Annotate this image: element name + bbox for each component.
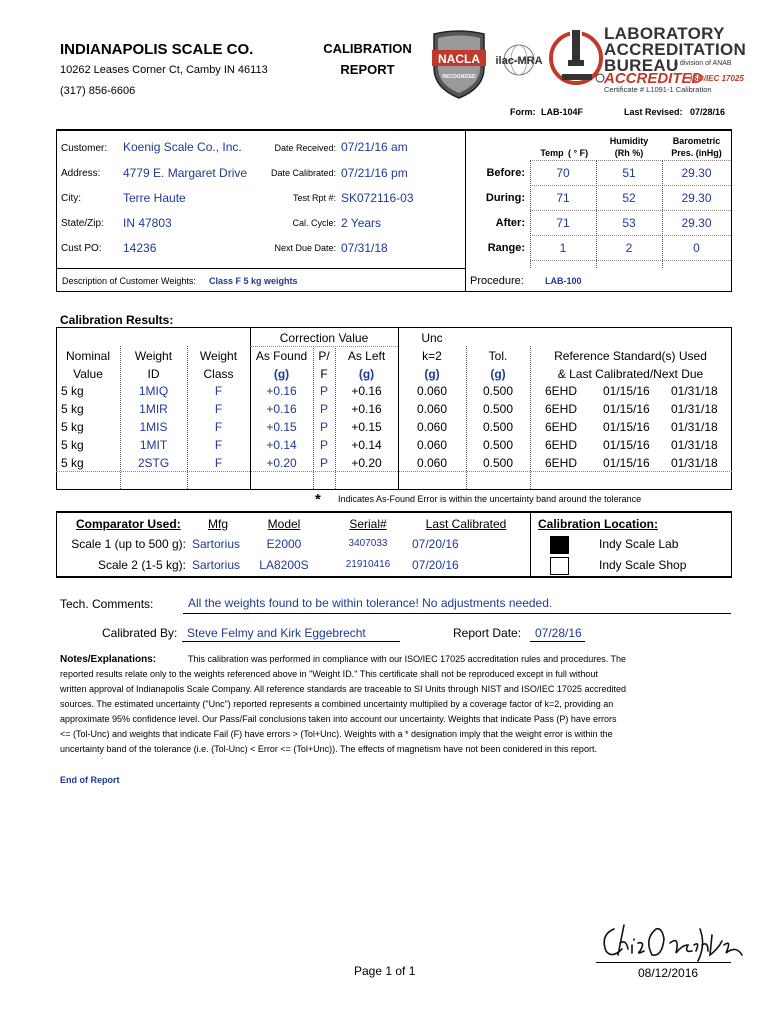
comparator-serial: 21910416 [345, 559, 391, 570]
ref-standard-id: 6EHD [545, 384, 578, 398]
company-phone: (317) 856-6606 [60, 85, 136, 97]
as-found-value: +0.16 [266, 384, 297, 398]
report-date-label: Report Date: [453, 626, 522, 640]
table-row [56, 438, 732, 456]
next-due-label: Next Due Date: [274, 243, 336, 253]
weight-class: F [214, 438, 223, 452]
as-found-value: +0.16 [266, 402, 297, 416]
test-report-label: Test Rpt #: [292, 193, 336, 203]
star-note: Indicates As-Found Error is within the uncertainty band around the tolerance [338, 494, 642, 504]
as-found-value: +0.15 [266, 420, 297, 434]
sign-date: 08/12/2016 [638, 966, 699, 980]
nominal-value: 5 kg [61, 438, 84, 452]
ref-last-calibrated: 01/15/16 [603, 420, 650, 434]
star-marker: * [315, 491, 321, 508]
weight-id: 1MIQ [138, 384, 169, 398]
procedure-value: LAB-100 [545, 276, 582, 286]
customer-city: Terre Haute [123, 191, 186, 205]
ref-standard-id: 6EHD [545, 420, 578, 434]
calibrated-by-underline [182, 641, 400, 642]
company-name: INDIANAPOLIS SCALE CO. [60, 41, 254, 58]
ref-standard-id: 6EHD [545, 438, 578, 452]
env-pressure: 29.30 [681, 216, 712, 230]
temp-header: Temp [540, 148, 564, 158]
report-title-line1: CALIBRATION [323, 41, 412, 56]
env-pressure: 29.30 [681, 191, 712, 205]
unc-value: 0.060 [416, 456, 448, 470]
pass-fail-value: P [319, 402, 328, 416]
results-top-border [56, 327, 732, 328]
env-row-label: After: [495, 217, 525, 229]
weights-desc-top-border [56, 268, 465, 269]
last-revised-date: 07/28/16 [690, 107, 726, 117]
table-row [56, 402, 732, 420]
reference-standard-header-2: & Last Calibrated/Next Due [557, 367, 704, 381]
ref-standard-id: 6EHD [545, 402, 578, 416]
procedure-label: Procedure: [470, 275, 524, 287]
ref-standard-id: 6EHD [545, 456, 578, 470]
weight-class-header: Weight [199, 349, 238, 363]
env-temp: 71 [556, 191, 570, 205]
last-calibrated-header: Last Calibrated [425, 517, 507, 531]
as-found-unit: (g) [273, 367, 290, 381]
comparator-row [56, 537, 732, 555]
notes-line: approximate 95% confidence level. Our Pass/Fail conclusions taken into account our uncertainty. Weights that indicate Pass (P) have errors [60, 714, 617, 724]
model-header: Model [267, 517, 301, 531]
as-left-value: +0.16 [351, 402, 382, 416]
unc-value: 0.060 [416, 384, 448, 398]
env-humidity: 51 [622, 166, 636, 180]
address-label: Address: [61, 168, 101, 179]
calibration-location: Indy Scale Lab [599, 537, 679, 551]
notes-line: uncertainty band of the tolerance (i.e. (Tol-Unc) < Error <= (Tol+Unc)). The effects of magnetism have not been conidered in this report. [60, 744, 597, 754]
env-temp: 70 [556, 166, 570, 180]
date-calibrated: 07/21/16 pm [341, 166, 408, 180]
as-left-unit: (g) [358, 367, 375, 381]
comparator-box-bottom-border [56, 576, 732, 578]
comparator-name: Scale 1 (up to 500 g): [71, 537, 186, 551]
cal-cycle: 2 Years [341, 216, 382, 230]
tol-value: 0.500 [482, 402, 514, 416]
calibrated-by: Steve Felmy and Kirk Eggebrecht [187, 626, 366, 640]
as-left-value: +0.16 [351, 384, 382, 398]
location-checkbox-checked[interactable] [550, 536, 569, 554]
env-temp: 71 [556, 216, 570, 230]
tol-value: 0.500 [482, 438, 514, 452]
comparator-mfg: Sartorius [192, 558, 241, 572]
form-label: Form: [510, 107, 536, 117]
ref-last-calibrated: 01/15/16 [603, 384, 650, 398]
comparator-used-header: Comparator Used: [76, 517, 181, 531]
comparator-model: E2000 [266, 537, 302, 551]
end-of-report: End of Report [60, 775, 120, 785]
notes-line: reported results relate only to the weights referenced above in "Weight ID." This certificate shall not be reproduced except in full without [60, 669, 598, 679]
unc-unit: (g) [424, 367, 440, 381]
date-received-label: Date Received: [274, 143, 336, 153]
calibration-location-header: Calibration Location: [538, 517, 658, 531]
tol-value: 0.500 [482, 420, 514, 434]
state-zip-label: State/Zip: [61, 218, 104, 229]
weight-id-header-2: ID [147, 367, 160, 381]
tech-comments: All the weights found to be within tolerance! No adjustments needed. [188, 596, 553, 610]
weight-id: 1MIT [139, 438, 168, 452]
customer-address: 4779 E. Margaret Drive [123, 166, 248, 180]
notes-line: This calibration was performed in compliance with our ISO/IEC 17025 accreditation rules and procedures. The [188, 654, 627, 664]
report-title-line2: REPORT [340, 62, 395, 77]
env-humidity: 2 [625, 241, 633, 255]
env-row-label: During: [485, 192, 525, 204]
k2-header: k=2 [422, 349, 442, 363]
comparator-name: Scale 2 (1-5 kg): [97, 558, 186, 572]
as-left-value: +0.15 [351, 420, 382, 434]
table-row [56, 384, 732, 402]
calibration-location: Indy Scale Shop [599, 558, 687, 572]
env-pressure: 29.30 [681, 166, 712, 180]
customer-box-top-border [56, 129, 732, 131]
tech-comments-underline [183, 613, 731, 614]
customer-box-left-border [56, 129, 57, 291]
reference-standard-header: Reference Standard(s) Used [554, 349, 707, 363]
nacla-logo-sub: RECOGNIZED [442, 74, 476, 80]
comparator-box-top-border [56, 511, 732, 513]
env-humidity: 53 [622, 216, 636, 230]
env-pressure: 0 [693, 241, 700, 255]
tech-comments-label: Tech. Comments: [60, 597, 154, 611]
weight-id-header: Weight [134, 349, 173, 363]
notes-line: written approval of Indianapolis Scale Company. All reference standards are traceable to SI Units through NIST and ISO/IEC 17025 accredited [60, 684, 626, 694]
humidity-unit: (Rh %) [614, 148, 644, 158]
as-left-value: +0.20 [351, 456, 382, 470]
env-grid-line [530, 160, 731, 161]
comparator-serial: 3407033 [348, 538, 388, 549]
test-report-number: SK072116-03 [341, 191, 414, 205]
notes-line: <= (Tol-Unc) and weights that indicate Fail (F) have errors > (Tol+Unc). Weights with a * designation imply that the weight error is within the [60, 729, 613, 739]
laboratory-accreditation-bureau-logo [548, 24, 608, 90]
last-revised-label: Last Revised: [624, 107, 683, 117]
location-checkbox-unchecked[interactable] [550, 557, 569, 575]
weights-description-label: Description of Customer Weights: [62, 276, 196, 286]
pass-fail-value: P [319, 456, 328, 470]
lab-iso-standard: ISO/IEC 17025 [690, 74, 744, 83]
env-row-label: Range: [487, 242, 525, 254]
mfg-header: Mfg [207, 517, 228, 531]
cust-po-label: Cust PO: [61, 243, 102, 254]
date-calibrated-label: Date Calibrated: [270, 168, 336, 178]
ilac-logo-text: ilac-MRA [495, 55, 543, 67]
ref-last-calibrated: 01/15/16 [603, 438, 650, 452]
pass-fail-header: P/ [318, 349, 330, 363]
as-found-value: +0.14 [266, 438, 297, 452]
nominal-header-2: Value [73, 367, 103, 381]
env-grid-line [530, 260, 731, 261]
env-grid-line [530, 185, 731, 186]
page-number: Page 1 of 1 [354, 964, 416, 978]
calibration-results-title: Calibration Results: [60, 313, 174, 327]
weight-class-header-2: Class [203, 367, 234, 381]
pressure-header: Barometric [672, 136, 721, 146]
customer-po: 14236 [123, 241, 157, 255]
lab-bureau-line1: LABORATORY [604, 24, 725, 43]
pass-fail-value: P [319, 438, 328, 452]
weight-id: 1MIS [139, 420, 168, 434]
pressure-unit: Pres. (inHg) [671, 148, 722, 158]
comparator-last-calibrated: 07/20/16 [412, 558, 459, 572]
calibrated-by-label: Calibrated By: [102, 626, 178, 640]
next-due-date: 07/31/18 [341, 241, 388, 255]
results-bottom-border [56, 489, 732, 490]
report-date: 07/28/16 [535, 626, 582, 640]
comparator-mfg: Sartorius [192, 537, 241, 551]
weight-id: 1MIR [139, 402, 168, 416]
report-date-underline [530, 641, 585, 642]
form-number: LAB-104F [541, 107, 584, 117]
ref-next-due: 01/31/18 [671, 402, 718, 416]
weight-class: F [214, 420, 223, 434]
customer-state-zip: IN 47803 [123, 216, 172, 230]
humidity-header: Humidity [609, 136, 649, 146]
ilac-mra-logo [490, 40, 548, 80]
customer-box-bottom-border [56, 291, 732, 292]
tol-header: Tol. [488, 349, 508, 363]
env-grid-line [530, 210, 731, 211]
city-label: City: [61, 193, 81, 204]
env-humidity: 52 [622, 191, 636, 205]
unc-value: 0.060 [416, 420, 448, 434]
ref-last-calibrated: 01/15/16 [603, 456, 650, 470]
lab-certificate-number: Certificate # L1091-1 Calibration [604, 85, 712, 94]
unc-value: 0.060 [416, 438, 448, 452]
date-received: 07/21/16 am [341, 140, 408, 154]
env-grid-line [530, 235, 731, 236]
signature-line [596, 962, 731, 963]
lab-bureau-division: a division of ANAB [674, 60, 732, 67]
nominal-value: 5 kg [61, 402, 84, 416]
weight-class: F [214, 402, 223, 416]
comparator-model: LA8200S [259, 558, 309, 572]
env-temp: 1 [559, 241, 567, 255]
unc-value: 0.060 [416, 402, 448, 416]
customer-box-divider [465, 129, 466, 291]
signature [596, 915, 746, 965]
table-row [56, 456, 732, 474]
as-found-header: As Found [255, 349, 308, 363]
table-row [56, 420, 732, 438]
nominal-value: 5 kg [61, 420, 84, 434]
nacla-logo [430, 28, 488, 100]
cal-cycle-label: Cal. Cycle: [292, 218, 336, 228]
weights-description: Class F 5 kg weights [209, 276, 298, 286]
ref-next-due: 01/31/18 [671, 420, 718, 434]
nominal-value: 5 kg [61, 384, 84, 398]
tol-unit: (g) [490, 367, 506, 381]
tol-value: 0.500 [482, 384, 514, 398]
nominal-value: 5 kg [61, 456, 84, 470]
company-address: 10262 Leases Corner Ct, Camby IN 46113 [60, 64, 268, 76]
nacla-logo-text: NACLA [438, 52, 480, 66]
as-found-value: +0.20 [266, 456, 297, 470]
env-row-label: Before: [486, 167, 525, 179]
customer-label: Customer: [61, 143, 108, 154]
pass-fail-value: P [319, 420, 328, 434]
comparator-last-calibrated: 07/20/16 [412, 537, 459, 551]
ref-next-due: 01/31/18 [671, 384, 718, 398]
temp-unit: ( ° F) [568, 148, 589, 158]
weight-id: 2STG [137, 456, 170, 470]
pass-fail-value: P [319, 384, 328, 398]
ref-next-due: 01/31/18 [671, 456, 718, 470]
as-left-value: +0.14 [351, 438, 382, 452]
weight-class: F [214, 456, 223, 470]
ref-next-due: 01/31/18 [671, 438, 718, 452]
unc-header: Unc [421, 331, 443, 345]
tol-value: 0.500 [482, 456, 514, 470]
results-row-line [250, 346, 398, 347]
weight-class: F [214, 384, 223, 398]
comparator-row [56, 558, 732, 576]
lab-bureau-line3: BUREAU [604, 56, 679, 75]
pass-fail-header-2: F [320, 367, 328, 381]
customer-box-right-border [731, 129, 732, 291]
lab-bureau-line2: ACCREDITATION [604, 40, 747, 59]
correction-value-header: Correction Value [279, 331, 369, 345]
nominal-header: Nominal [65, 349, 110, 363]
serial-header: Serial# [349, 517, 387, 531]
notes-label: Notes/Explanations: [60, 654, 157, 665]
ref-last-calibrated: 01/15/16 [603, 402, 650, 416]
as-left-header: As Left [347, 349, 386, 363]
lab-accredited-badge: ACCREDITED [604, 70, 703, 87]
notes-line: sources. The estimated uncertainty ("Unc") reported represents a combined uncertainty multiplied by a coverage factor of k=2, providing an [60, 699, 614, 709]
customer-name: Koenig Scale Co., Inc. [123, 140, 242, 154]
